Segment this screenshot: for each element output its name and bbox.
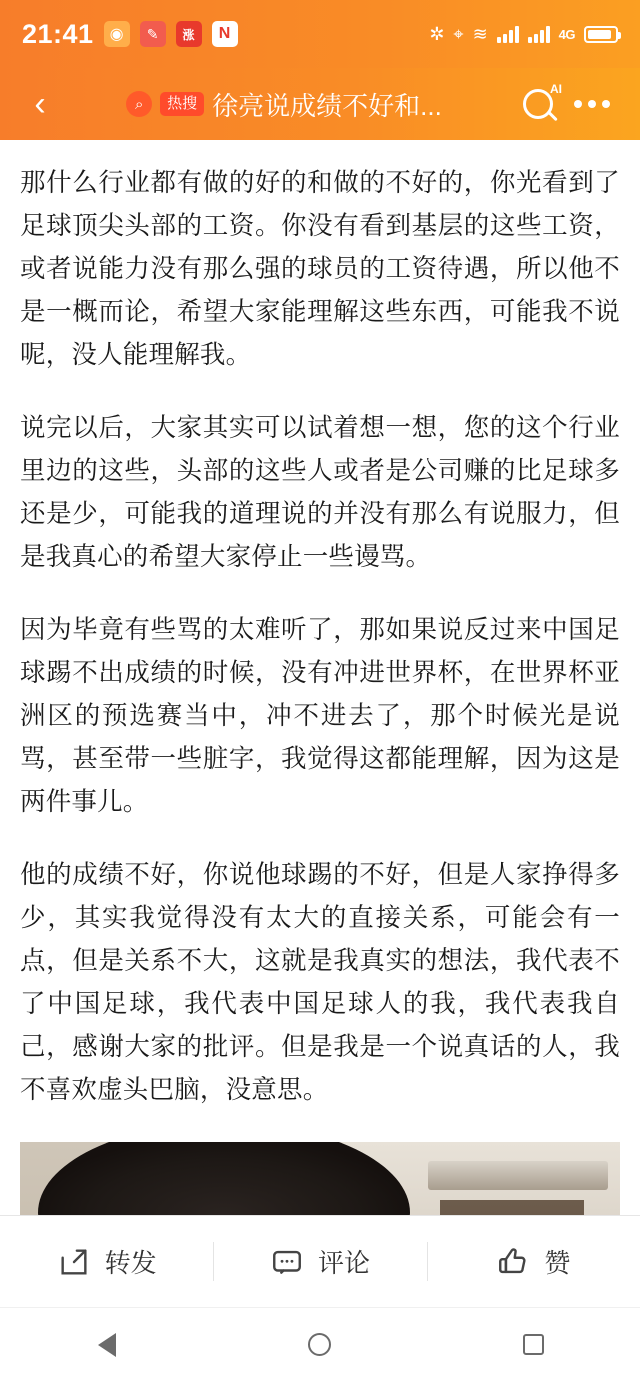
home-circle-icon [308,1333,331,1356]
search-icon: ⌕ [126,91,152,117]
status-clock: 21:41 [22,18,94,49]
eye-icon: ◉ [104,21,130,47]
article-paragraph: 那什么行业都有做的好的和做的不好的，你光看到了足球顶尖头部的工资。你没有看到基层的这些工资，或者说能力没有那么强的球员的工资待遇，所以他不是一概而论，希望大家能理解这些东西，可能我不说呢，没人能理解我。 [20,169,620,369]
like-button[interactable] [427,1216,640,1307]
battery-icon [584,26,618,43]
android-recents-button[interactable] [501,1319,565,1371]
back-button[interactable]: ‹ [34,84,46,123]
search-keyword-text: 徐亮说成绩不好和... [212,90,442,121]
wifi-icon: ≋ [472,24,488,44]
article-image[interactable] [20,1142,620,1215]
hot-search-badge: 热搜 [160,92,204,116]
more-options-button[interactable] [564,78,620,130]
android-back-button[interactable] [75,1319,139,1371]
location-icon: ⌖ [453,24,464,44]
back-triangle-icon [98,1333,116,1357]
recents-square-icon [523,1334,544,1355]
image-door-region [440,1200,584,1215]
share-icon [57,1245,91,1279]
dot-icon [588,100,596,108]
app-navigation-bar [0,68,640,140]
dot-icon [602,100,610,108]
ai-search-button[interactable] [512,78,564,130]
ai-label: AI [550,82,562,96]
share-label: 转发 [104,1248,157,1278]
article-paragraph: 他的成绩不好，你说他球踢的不好，但是人家挣得多少，其实我觉得没有太大的直接关系，可能会有一点，但是关系不大，这就是我真实的想法，我代表不了中国足球，我代表中国足球人的我，我代表我自己，感谢大家的批评。但是我是一个说真话的人，我不喜欢虚头巴脑，没意思。 [20,861,620,1104]
signal-bars-secondary-icon [528,25,550,43]
signal-bars-icon [497,25,519,43]
share-button[interactable] [0,1216,213,1307]
status-bar [0,0,640,68]
network-type-label: 4G [558,26,575,42]
article-paragraph: 因为毕竟有些骂的太难听了，那如果说反过来中国足球踢不出成绩的时候，没有冲进世界杯，在世界杯亚洲区的预选赛当中，冲不进去了，那个时候光是说骂，甚至带一些脏字，我觉得这都能理解，因为这是两件事儿。 [20,616,620,816]
pen-icon: ✎ [140,21,166,47]
n-icon: N [212,21,238,47]
status-bar-left [22,19,429,50]
like-icon [496,1245,530,1279]
ai-search-handle-icon [547,111,558,122]
comment-label: 评论 [317,1248,370,1278]
image-hair-region [38,1142,410,1215]
search-bar[interactable] [62,82,506,126]
android-navigation-bar [0,1307,640,1381]
bluetooth-icon: ✲ [429,24,445,44]
article-content[interactable] [0,140,640,1215]
like-label: 赞 [544,1248,571,1278]
dot-icon [574,100,582,108]
comment-button[interactable] [213,1216,426,1307]
article-action-bar [0,1215,640,1307]
status-bar-right [429,25,618,43]
image-vent-region [428,1161,608,1190]
zhang-icon: 涨 [176,21,202,47]
comment-icon [270,1245,304,1279]
android-home-button[interactable] [288,1319,352,1371]
article-paragraph: 说完以后，大家其实可以试着想一想，您的这个行业里边的这些，头部的这些人或者是公司赚的比足球多还是少，可能我的道理说的并没有那么有说服力，但是我真心的希望大家停止一些谩骂。 [20,414,620,571]
